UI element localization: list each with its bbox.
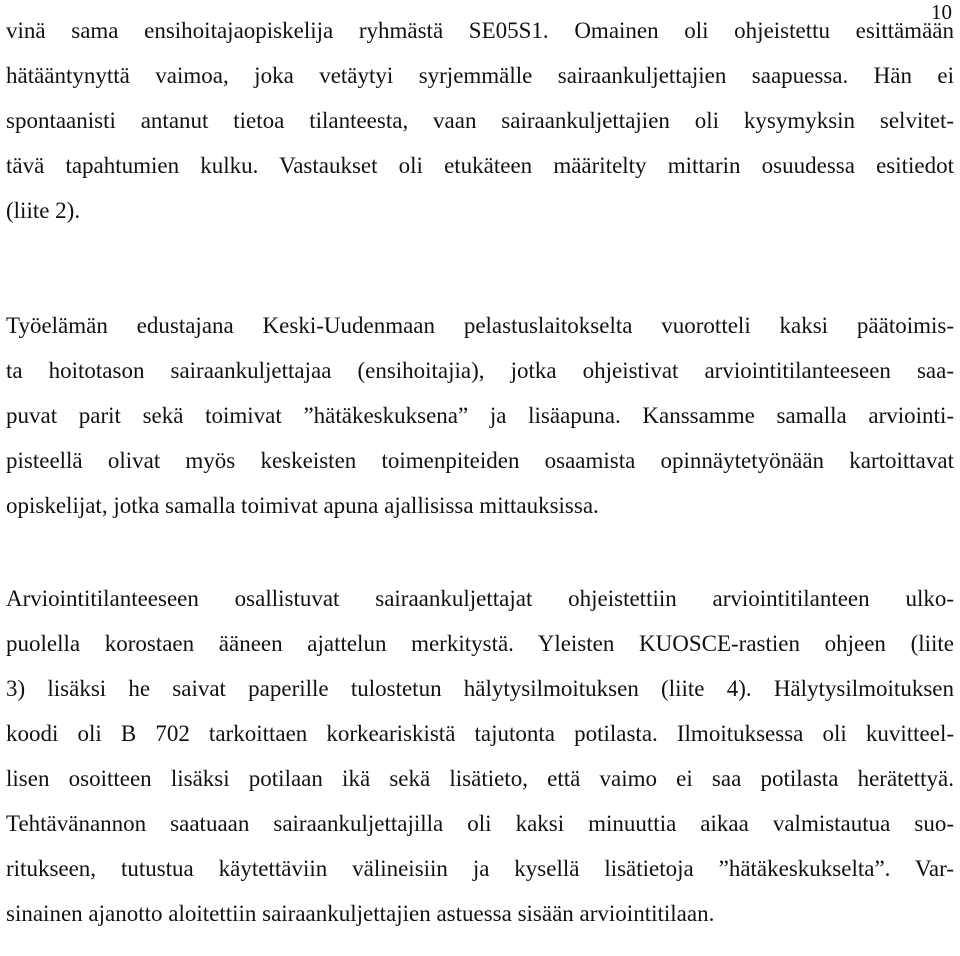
text-line: sinainen ajanotto aloitettiin sairaankuljettajien astuessa sisään arviointitilaan.: [6, 901, 715, 926]
paragraph-1: [6, 8, 954, 233]
text-line: ta hoitotason sairaankuljettajaa (ensihoitajia), jotka ohjeistivat arviointitilanteeseen saa-: [6, 358, 954, 383]
text-line: lisen osoitteen lisäksi potilaan ikä sekä lisätieto, että vaimo ei saa potilasta herätettyä.: [6, 766, 954, 791]
text-line: 3) lisäksi he saivat paperille tulostetun hälytysilmoituksen (liite 4). Hälytysilmoituksen: [6, 676, 954, 701]
paragraph-3: [6, 576, 954, 936]
page-number: 10: [931, 0, 952, 24]
text-line: (liite 2).: [6, 198, 81, 223]
text-line: Arviointitilanteeseen osallistuvat sairaankuljettajat ohjeistettiin arviointitilanteen ulko-: [6, 586, 954, 611]
text-line: ritukseen, tutustua käytettäviin välineisiin ja kysellä lisätietoja ”hätäkeskukselta”. Var-: [6, 856, 954, 881]
text-line: spontaanisti antanut tietoa tilanteesta, vaan sairaankuljettajien oli kysymyksin selvitet-: [6, 108, 954, 133]
text-line: puolella korostaen ääneen ajattelun merkitystä. Yleisten KUOSCE-rastien ohjeen (liite: [6, 631, 954, 656]
text-line: Tehtävänannon saatuaan sairaankuljettajilla oli kaksi minuuttia aikaa valmistautua suo-: [6, 811, 954, 836]
text-line: puvat parit sekä toimivat ”hätäkeskuksena” ja lisäapuna. Kanssamme samalla arviointi-: [6, 403, 954, 428]
text-line: pisteellä olivat myös keskeisten toimenpiteiden osaamista opinnäytetyönään kartoittavat: [6, 448, 954, 473]
text-line: Työelämän edustajana Keski-Uudenmaan pelastuslaitokselta vuorotteli kaksi päätoimis-: [6, 313, 954, 338]
text-line: hätääntynyttä vaimoa, joka vetäytyi syrjemmälle sairaankuljettajien saapuessa. Hän ei: [6, 63, 954, 88]
text-line: tävä tapahtumien kulku. Vastaukset oli etukäteen määritelty mittarin osuudessa esitiedot: [6, 153, 954, 178]
text-line: koodi oli B 702 tarkoittaen korkeariskistä tajutonta potilasta. Ilmoituksessa oli kuvitteel-: [6, 721, 954, 746]
paragraph-2: [6, 303, 954, 528]
text-line: opiskelijat, jotka samalla toimivat apuna ajallisissa mittauksissa.: [6, 493, 599, 518]
text-line: vinä sama ensihoitajaopiskelija ryhmästä SE05S1. Omainen oli ohjeistettu esittämään: [6, 18, 954, 43]
